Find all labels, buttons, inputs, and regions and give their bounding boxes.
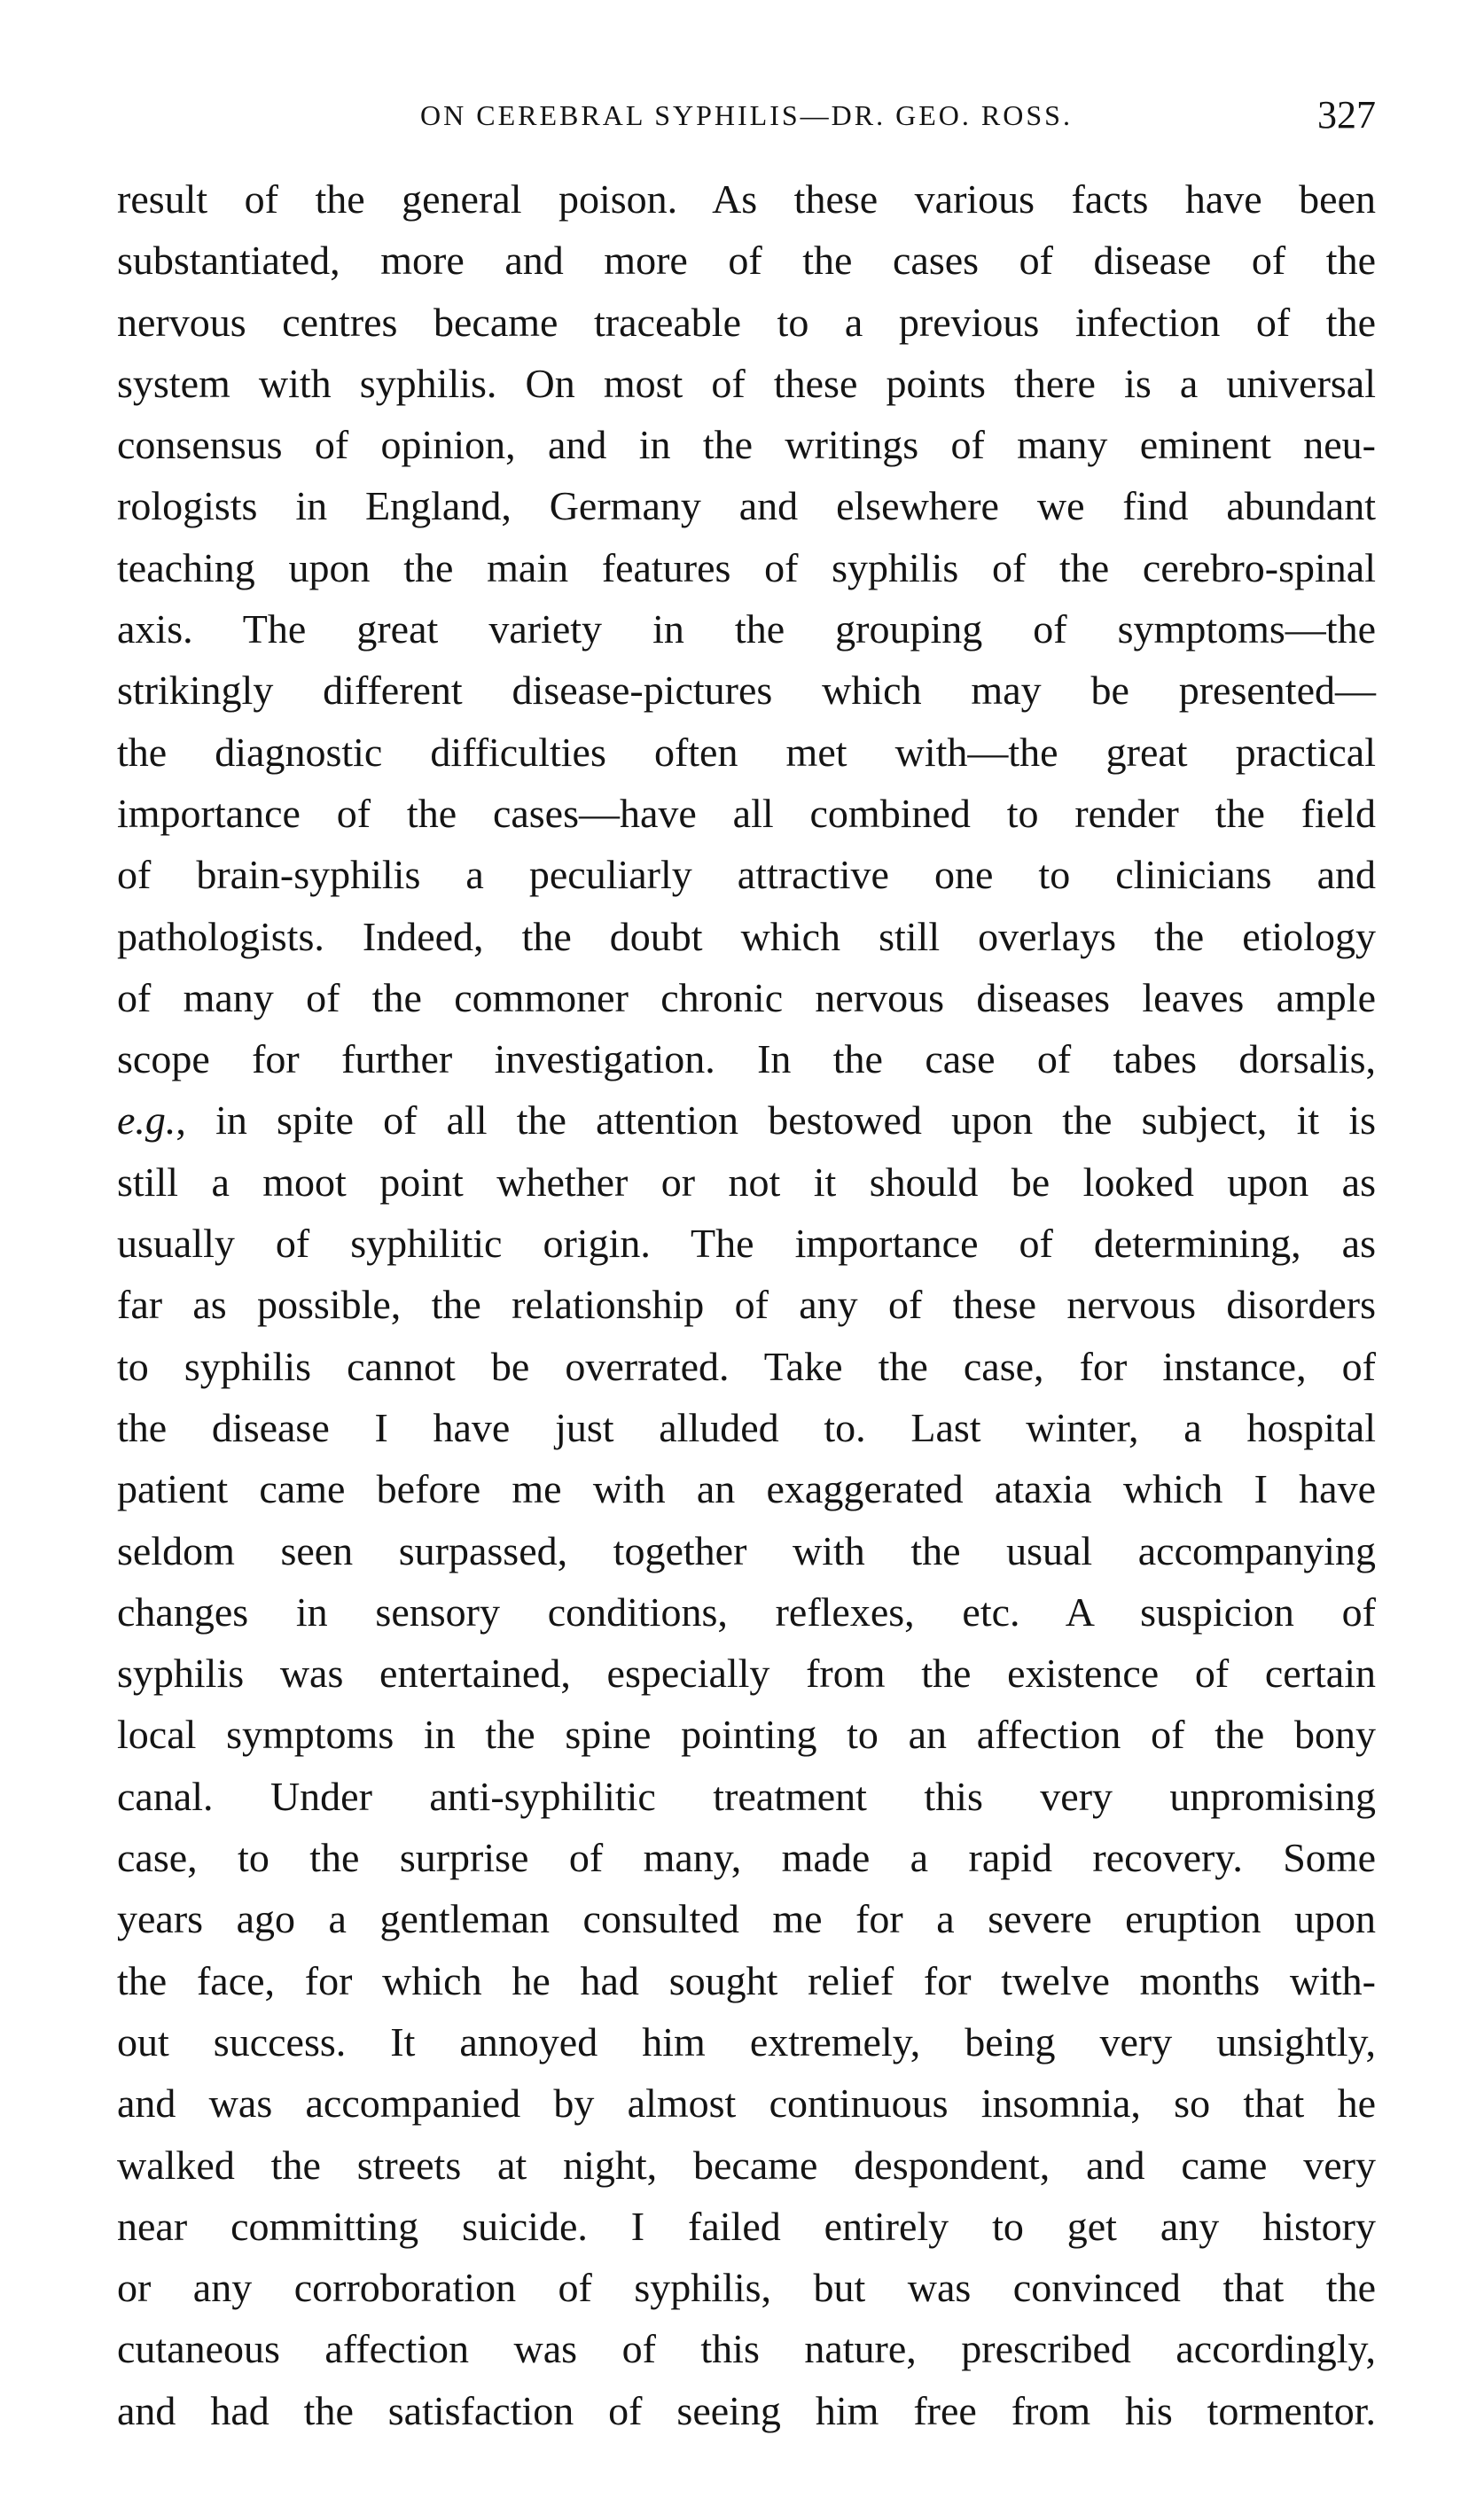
- text-line: out success. It annoyed him extremely, being very unsightly,: [117, 2018, 1376, 2065]
- text-line: and had the satisfaction of seeing him free from his tormentor.: [117, 2387, 1376, 2433]
- text-line: pathologists. Indeed, the doubt which still overlays the etiology: [117, 913, 1376, 959]
- text-line: seldom seen surpassed, together with the usual accompanying: [117, 1527, 1376, 1573]
- text-line: teaching upon the main features of syphilis of the cerebro-spinal: [117, 544, 1376, 590]
- text-line: syphilis was entertained, especially from the existence of certain: [117, 1651, 1376, 1697]
- running-title: ON CEREBRAL SYPHILIS—DR. GEO. ROSS.: [420, 99, 1073, 131]
- text-line: usually of syphilitic origin. The importance of determining, as: [117, 1221, 1376, 1267]
- text-line: near committing suicide. I failed entirely to get any history: [117, 2203, 1376, 2249]
- text-line: importance of the cases—have all combined to render the field: [117, 790, 1376, 836]
- text-line: case, to the surprise of many, made a rapid recovery. Some: [117, 1835, 1376, 1881]
- text-line: local symptoms in the spine pointing to an affection of the bony: [117, 1712, 1376, 1758]
- text-line: and was accompanied by almost continuous insomnia, so that he: [117, 2080, 1376, 2127]
- text-line: rologists in England, Germany and elsewhere we find abundant: [117, 483, 1376, 529]
- italic-abbreviation: e.g.: [117, 1097, 176, 1144]
- body-paragraph: [117, 168, 1376, 2441]
- text-line: the diagnostic difficulties often met with—the great practical: [117, 729, 1376, 775]
- text-line: far as possible, the relationship of any of these nervous disorders: [117, 1282, 1376, 1328]
- text-line: to syphilis cannot be overrated. Take the case, for instance, of: [117, 1343, 1376, 1389]
- text-line: nervous centres became traceable to a previous infection of the: [117, 299, 1376, 345]
- running-head: [117, 89, 1376, 142]
- text-line: e.g., in spite of all the attention bestowed upon the subject, it is: [117, 1097, 1376, 1144]
- text-line: scope for further investigation. In the case of tabes dorsalis,: [117, 1036, 1376, 1082]
- text-line: walked the streets at night, became despondent, and came very: [117, 2142, 1376, 2188]
- text-line: the disease I have just alluded to. Last winter, a hospital: [117, 1404, 1376, 1450]
- text-line: consensus of opinion, and in the writings of many eminent neu-: [117, 422, 1376, 468]
- text-line: canal. Under anti-syphilitic treatment this very unpromising: [117, 1773, 1376, 1819]
- text-line: or any corroboration of syphilis, but was convinced that the: [117, 2265, 1376, 2311]
- text-line: changes in sensory conditions, reflexes, etc. A suspicion of: [117, 1589, 1376, 1635]
- text-line: years ago a gentleman consulted me for a severe eruption upon: [117, 1896, 1376, 1942]
- text-line: of many of the commoner chronic nervous diseases leaves ample: [117, 974, 1376, 1020]
- text-line: strikingly different disease-pictures which may be presented—: [117, 667, 1376, 714]
- text-line: patient came before me with an exaggerated ataxia which I have: [117, 1466, 1376, 1512]
- text-line: substantiated, more and more of the cases of disease of the: [117, 238, 1376, 284]
- text-line: system with syphilis. On most of these points there is a universal: [117, 360, 1376, 406]
- page-number: 327: [1317, 93, 1376, 137]
- text-line: the face, for which he had sought relief for twelve months with-: [117, 1957, 1376, 2003]
- text-line: axis. The great variety in the grouping of symptoms—the: [117, 606, 1376, 652]
- text-line: result of the general poison. As these various facts have been: [117, 176, 1376, 222]
- text-line: cutaneous affection was of this nature, prescribed accordingly,: [117, 2326, 1376, 2372]
- text-line: of brain-syphilis a peculiarly attractive one to clinicians and: [117, 852, 1376, 898]
- text-line: still a moot point whether or not it should be looked upon as: [117, 1159, 1376, 1205]
